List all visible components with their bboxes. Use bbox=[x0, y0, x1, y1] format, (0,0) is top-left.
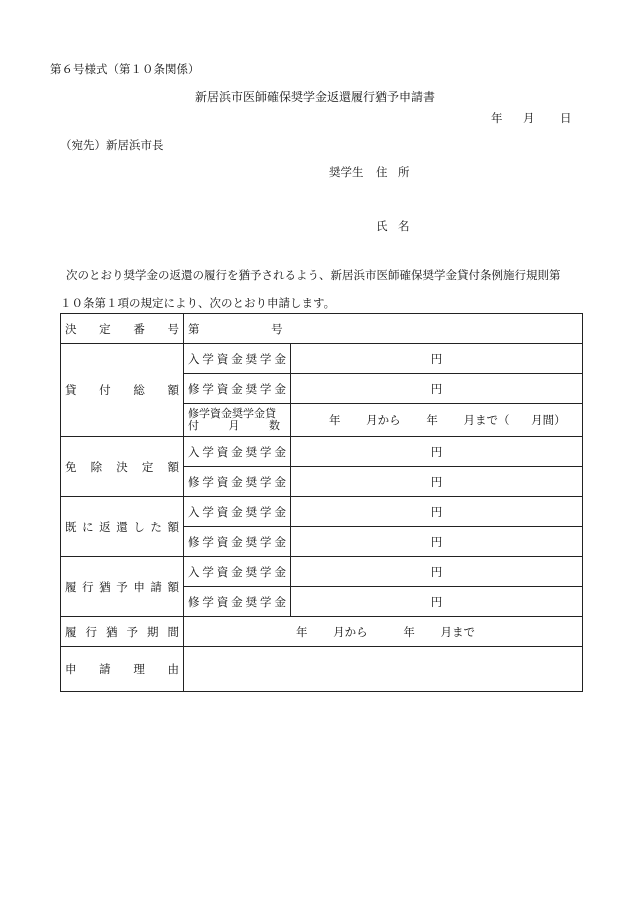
entrance-label-char: 奨 bbox=[245, 504, 258, 519]
addressee: （宛先）新居浜市長 bbox=[60, 138, 164, 152]
months-year-1: 年 bbox=[329, 413, 341, 427]
entrance-label-char: 金 bbox=[231, 444, 243, 459]
entrance-label-char: 学 bbox=[260, 351, 272, 366]
exemption-label-char: 除 bbox=[90, 459, 103, 474]
decision-number-field[interactable] bbox=[184, 314, 583, 344]
loan-months-label-char: 付 bbox=[188, 419, 199, 432]
study-label-char: 資 bbox=[216, 594, 229, 609]
entrance-label-char: 学 bbox=[202, 351, 214, 366]
study-label-char: 資 bbox=[216, 534, 229, 549]
date-day-label: 日 bbox=[560, 111, 572, 125]
repaid-study-amount-field[interactable] bbox=[291, 527, 583, 557]
entrance-label-char: 資 bbox=[216, 351, 229, 366]
study-label-char: 修 bbox=[188, 381, 200, 396]
loan-months-field[interactable] bbox=[291, 404, 583, 437]
entrance-scholarship-label bbox=[184, 557, 291, 587]
study-label-char: 修 bbox=[188, 474, 200, 489]
months-to: 月まで（ bbox=[463, 413, 510, 427]
study-label-char: 学 bbox=[260, 381, 272, 396]
row-deferral-entrance bbox=[61, 557, 583, 587]
applicant-label: 奨学生 bbox=[329, 165, 364, 179]
period-to: 月まで bbox=[440, 624, 475, 639]
loan-months-label bbox=[184, 404, 291, 437]
study-label-char: 奨 bbox=[245, 594, 258, 609]
entrance-label-char: 金 bbox=[231, 351, 243, 366]
entrance-label-char: 学 bbox=[202, 564, 214, 579]
row-deferral-period bbox=[61, 617, 583, 647]
entrance-label-char: 入 bbox=[188, 444, 200, 459]
deferral-period-label-char: 行 bbox=[85, 624, 97, 639]
study-label-char: 金 bbox=[274, 594, 286, 609]
study-label-char: 奨 bbox=[245, 381, 258, 396]
entrance-label-char: 金 bbox=[274, 564, 286, 579]
study-scholarship-label bbox=[184, 467, 291, 497]
study-label-char: 学 bbox=[260, 474, 272, 489]
study-label-char: 金 bbox=[231, 534, 243, 549]
deferral-period-label-char: 猶 bbox=[106, 624, 118, 639]
entrance-label-char: 入 bbox=[188, 504, 200, 519]
repaid-entrance-amount-field[interactable] bbox=[291, 497, 583, 527]
yen-unit: 円 bbox=[430, 444, 443, 459]
study-label-char: 金 bbox=[274, 474, 286, 489]
study-label-char: 学 bbox=[260, 594, 272, 609]
yen-unit: 円 bbox=[430, 381, 443, 396]
reason-label-char: 請 bbox=[99, 662, 111, 676]
repaid-label-char: 還 bbox=[116, 519, 128, 534]
repaid-label-char: に bbox=[82, 519, 94, 534]
form-title: 新居浜市医師確保奨学金返還履行猶予申請書 bbox=[194, 90, 435, 104]
date-year-label: 年 bbox=[491, 111, 503, 125]
reason-label bbox=[61, 647, 184, 692]
exemption-label-char: 免 bbox=[65, 459, 77, 474]
loan-entrance-amount-field[interactable] bbox=[291, 344, 583, 374]
deferral-period-label-char: 履 bbox=[65, 624, 77, 639]
loan-total-label-char: 貸 bbox=[65, 383, 77, 397]
repaid-label-char: た bbox=[150, 519, 162, 534]
yen-unit: 円 bbox=[430, 564, 443, 579]
entrance-label-char: 奨 bbox=[245, 444, 258, 459]
study-label-char: 修 bbox=[188, 534, 200, 549]
loan-months-label-line-1: 修学資金奨学金貸 bbox=[188, 407, 276, 420]
entrance-label-char: 金 bbox=[231, 564, 243, 579]
loan-total-label-char: 総 bbox=[133, 383, 145, 397]
reason-label-char: 理 bbox=[133, 662, 145, 676]
study-label-char: 金 bbox=[231, 381, 243, 396]
yen-unit: 円 bbox=[430, 504, 443, 519]
months-count: 月間） bbox=[531, 413, 566, 427]
period-year-1: 年 bbox=[296, 624, 308, 639]
deferral-period-label bbox=[61, 617, 184, 647]
study-label-char: 資 bbox=[216, 381, 229, 396]
decision-number-label bbox=[61, 314, 184, 344]
repaid-label bbox=[61, 497, 184, 557]
reason-field[interactable] bbox=[184, 647, 583, 692]
entrance-label-char: 資 bbox=[216, 504, 229, 519]
study-label-char: 金 bbox=[231, 474, 243, 489]
exemption-label bbox=[61, 437, 184, 497]
deferral-entrance-amount-field[interactable] bbox=[291, 557, 583, 587]
entrance-label-char: 資 bbox=[216, 444, 229, 459]
deferral-period-label-char: 間 bbox=[167, 624, 179, 639]
exemption-label-char: 額 bbox=[167, 459, 179, 474]
period-year-2: 年 bbox=[403, 624, 415, 639]
repaid-label-char: 返 bbox=[99, 519, 111, 534]
period-from: 月から bbox=[333, 624, 368, 639]
study-label-char: 奨 bbox=[245, 534, 258, 549]
study-label-char: 学 bbox=[202, 381, 214, 396]
study-label-char: 学 bbox=[202, 534, 214, 549]
months-year-2: 年 bbox=[426, 413, 438, 427]
row-exemption-entrance bbox=[61, 437, 583, 467]
entrance-label-char: 入 bbox=[188, 564, 200, 579]
loan-months-label-char: 月 bbox=[228, 419, 240, 432]
entrance-scholarship-label bbox=[184, 344, 291, 374]
study-label-char: 金 bbox=[231, 594, 243, 609]
study-scholarship-label bbox=[184, 374, 291, 404]
address-label-1: 住 bbox=[376, 165, 388, 179]
entrance-label-char: 奨 bbox=[245, 564, 258, 579]
study-label-char: 学 bbox=[202, 474, 214, 489]
date-month-label: 月 bbox=[523, 111, 535, 125]
loan-total-label-char: 額 bbox=[167, 383, 179, 397]
months-from: 月から bbox=[366, 413, 401, 427]
entrance-scholarship-label bbox=[184, 437, 291, 467]
entrance-label-char: 学 bbox=[260, 504, 272, 519]
entrance-label-char: 金 bbox=[231, 504, 243, 519]
deferral-amount-label-char: 行 bbox=[82, 579, 94, 594]
form-number: 第６号様式（第１０条関係） bbox=[50, 62, 200, 76]
deferral-amount-label-char: 請 bbox=[150, 579, 162, 594]
row-reason bbox=[61, 647, 583, 692]
deferral-amount-label bbox=[61, 557, 184, 617]
entrance-label-char: 入 bbox=[188, 351, 200, 366]
loan-total-label-char: 付 bbox=[99, 383, 111, 397]
yen-unit: 円 bbox=[430, 351, 443, 366]
deferral-amount-label-char: 申 bbox=[133, 579, 145, 594]
row-decision-number bbox=[61, 314, 583, 344]
name-label-1: 氏 bbox=[376, 219, 388, 233]
exemption-label-char: 決 bbox=[116, 459, 128, 474]
body-text-line-1: 次のとおり奨学金の返還の履行を猶予されるよう、新居浜市医師確保奨学金貸付条例施行規則第 bbox=[66, 268, 561, 282]
decision-number-suffix: 号 bbox=[271, 321, 283, 336]
deferral-amount-label-char: 予 bbox=[116, 579, 128, 594]
deferral-period-label-char: 期 bbox=[147, 624, 159, 639]
exemption-label-char: 定 bbox=[141, 459, 154, 474]
entrance-label-char: 金 bbox=[274, 351, 286, 366]
loan-total-label bbox=[61, 344, 184, 437]
yen-unit: 円 bbox=[430, 594, 443, 609]
study-label-char: 学 bbox=[260, 534, 272, 549]
study-label-char: 修 bbox=[188, 594, 200, 609]
study-scholarship-label bbox=[184, 587, 291, 617]
yen-unit: 円 bbox=[430, 534, 443, 549]
deferral-period-label-char: 予 bbox=[126, 624, 138, 639]
name-label-2: 名 bbox=[398, 219, 410, 233]
decision-number-label-char: 定 bbox=[99, 321, 111, 336]
body-text-line-2: １０条第１項の規定により、次のとおり申請します。 bbox=[60, 296, 336, 310]
reason-label-char: 由 bbox=[167, 662, 179, 676]
entrance-label-char: 金 bbox=[274, 504, 286, 519]
loan-months-label-char: 数 bbox=[269, 419, 280, 432]
study-label-char: 学 bbox=[202, 594, 214, 609]
entrance-label-char: 金 bbox=[274, 444, 286, 459]
entrance-label-char: 学 bbox=[202, 444, 214, 459]
entrance-scholarship-label bbox=[184, 497, 291, 527]
study-label-char: 金 bbox=[274, 381, 286, 396]
yen-unit: 円 bbox=[430, 474, 443, 489]
decision-number-label-char: 号 bbox=[167, 321, 179, 336]
repaid-label-char: 額 bbox=[167, 519, 179, 534]
entrance-label-char: 学 bbox=[260, 444, 272, 459]
loan-study-amount-field[interactable] bbox=[291, 374, 583, 404]
deferral-period-field[interactable] bbox=[184, 617, 583, 647]
deferral-amount-label-char: 額 bbox=[167, 579, 179, 594]
row-loan-entrance bbox=[61, 344, 583, 374]
row-repaid-entrance bbox=[61, 497, 583, 527]
deferral-amount-label-char: 履 bbox=[65, 579, 77, 594]
repaid-label-char: し bbox=[133, 519, 145, 534]
repaid-label-char: 既 bbox=[65, 519, 77, 534]
entrance-label-char: 資 bbox=[216, 564, 229, 579]
study-label-char: 奨 bbox=[245, 474, 258, 489]
decision-number-label-char: 番 bbox=[133, 321, 145, 336]
entrance-label-char: 学 bbox=[260, 564, 272, 579]
reason-label-char: 申 bbox=[65, 662, 77, 676]
study-label-char: 資 bbox=[216, 474, 229, 489]
entrance-label-char: 学 bbox=[202, 504, 214, 519]
deferral-study-amount-field[interactable] bbox=[291, 587, 583, 617]
exemption-study-amount-field[interactable] bbox=[291, 467, 583, 497]
decision-number-prefix: 第 bbox=[188, 321, 200, 336]
address-label-2: 所 bbox=[398, 165, 410, 179]
decision-number-label-char: 決 bbox=[65, 321, 77, 336]
deferral-amount-label-char: 猶 bbox=[99, 579, 111, 594]
study-scholarship-label bbox=[184, 527, 291, 557]
exemption-entrance-amount-field[interactable] bbox=[291, 437, 583, 467]
entrance-label-char: 奨 bbox=[245, 351, 258, 366]
application-table bbox=[60, 313, 583, 692]
study-label-char: 金 bbox=[274, 534, 286, 549]
